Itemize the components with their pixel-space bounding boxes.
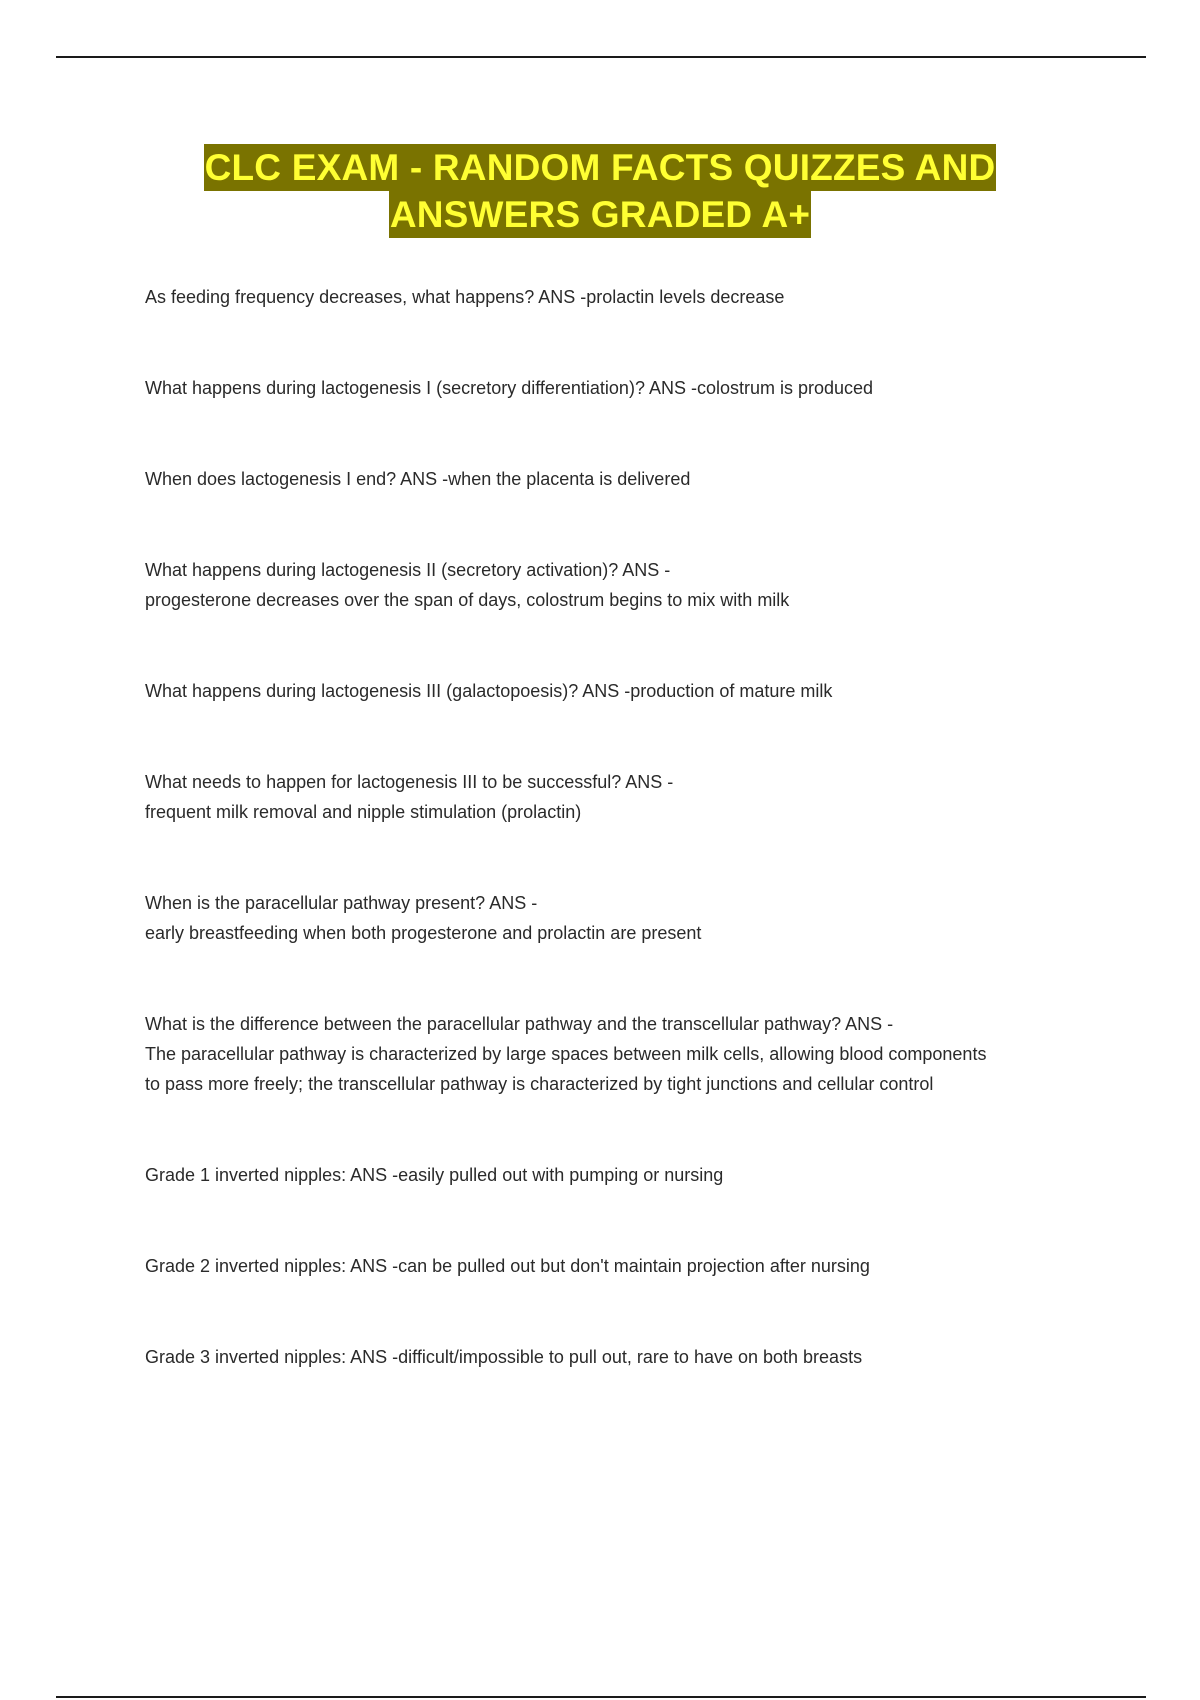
qa-text: Grade 3 inverted nipples: ANS -difficult/impossible to pull out, rare to have on both breasts [145, 1347, 863, 1367]
qa-item [145, 767, 1105, 827]
qa-text: What is the difference between the paracellular pathway and the transcellular pathway? ANS - [145, 1014, 894, 1034]
qa-text: Grade 2 inverted nipples: ANS -can be pulled out but don't maintain projection after nursing [145, 1256, 870, 1276]
document-title [0, 144, 1200, 238]
qa-text: What happens during lactogenesis III (galactopoesis)? ANS -production of mature milk [145, 681, 833, 701]
qa-text: When is the paracellular pathway present? ANS - [145, 893, 538, 913]
qa-text: The paracellular pathway is characterized by large spaces between milk cells, allowing blood components [145, 1044, 987, 1064]
qa-text: What happens during lactogenesis II (secretory activation)? ANS - [145, 560, 671, 580]
title-line-2: ANSWERS GRADED A+ [389, 191, 811, 238]
qa-text: frequent milk removal and nipple stimulation (prolactin) [145, 802, 582, 822]
qa-item [145, 464, 1105, 494]
qa-item [145, 1251, 1105, 1281]
header-rule [56, 56, 1146, 58]
qa-item [145, 1160, 1105, 1190]
qa-item [145, 282, 1105, 312]
qa-text: Grade 1 inverted nipples: ANS -easily pulled out with pumping or nursing [145, 1165, 724, 1185]
qa-item [145, 1342, 1105, 1372]
footer-rule [56, 1696, 1146, 1698]
qa-item [145, 888, 1105, 948]
qa-item [145, 373, 1105, 403]
qa-text: What happens during lactogenesis I (secretory differentiation)? ANS -colostrum is produced [145, 378, 874, 398]
qa-text: When does lactogenesis I end? ANS -when the placenta is delivered [145, 469, 691, 489]
qa-list [145, 282, 1105, 1433]
qa-text: progesterone decreases over the span of days, colostrum begins to mix with milk [145, 590, 790, 610]
qa-text: to pass more freely; the transcellular pathway is characterized by tight junctions and cellular control [145, 1074, 934, 1094]
title-line-1: CLC EXAM - RANDOM FACTS QUIZZES AND [204, 144, 997, 191]
qa-text: What needs to happen for lactogenesis III to be successful? ANS - [145, 772, 674, 792]
qa-text: As feeding frequency decreases, what happens? ANS -prolactin levels decrease [145, 287, 785, 307]
qa-item [145, 555, 1105, 615]
qa-item [145, 1009, 1105, 1099]
qa-item [145, 676, 1105, 706]
qa-text: early breastfeeding when both progesterone and prolactin are present [145, 923, 702, 943]
